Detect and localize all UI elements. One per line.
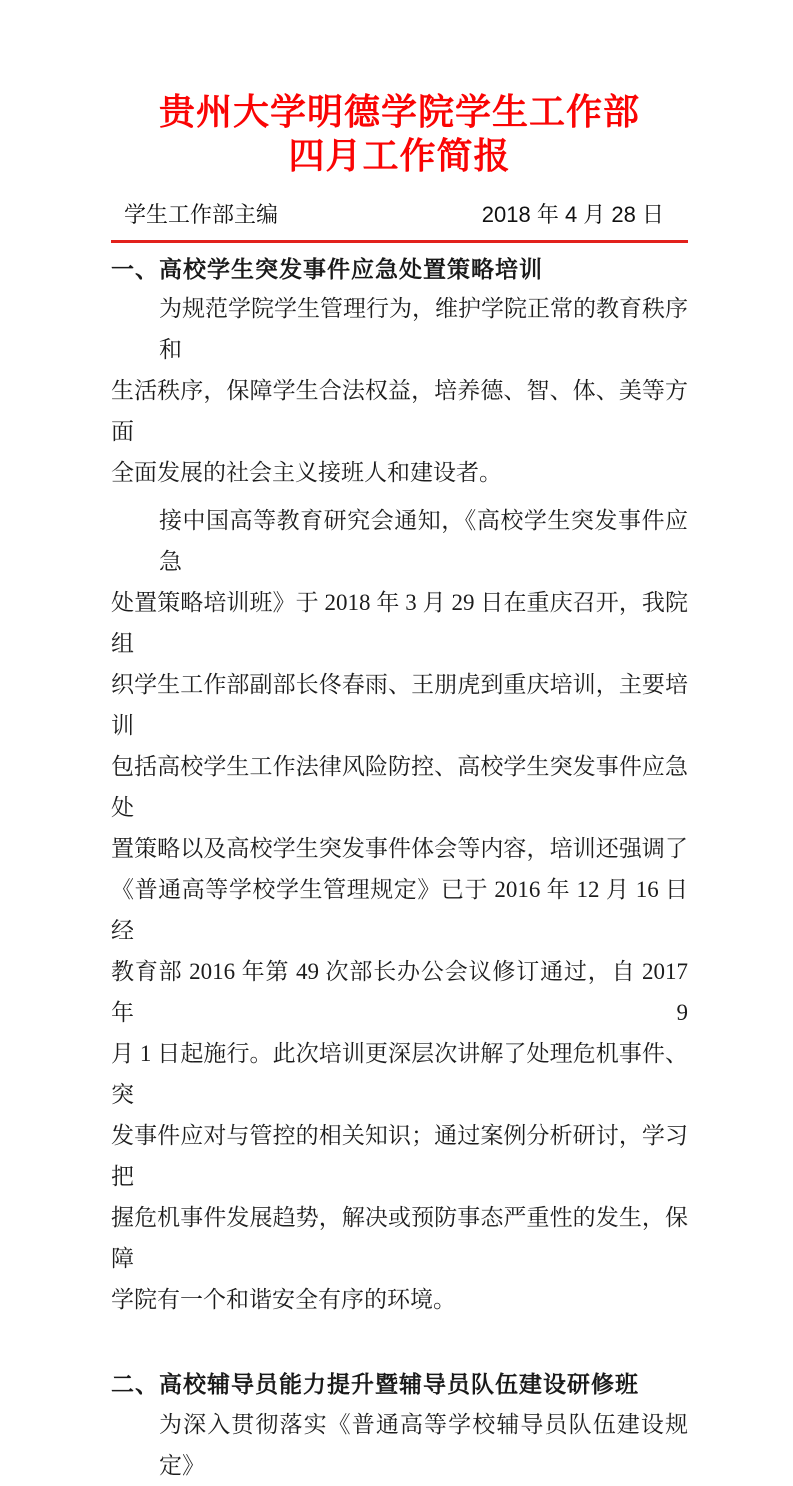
section-1-paragraph-1 (111, 288, 688, 493)
body-line: 发事件应对与管控的相关知识；通过案例分析研讨，学习把 (111, 1123, 688, 1189)
section-2-heading: 二、高校辅导员能力提升暨辅导员队伍建设研修班 (111, 1371, 639, 1397)
page-title (111, 90, 688, 178)
body-line: 织学生工作部副部长佟春雨、王朋虎到重庆培训，主要培训 (111, 672, 688, 738)
body-line: 教育部 2016 年第 49 次部长办公会议修订通过，自 2017 年 9 (111, 959, 688, 1025)
red-divider-line (111, 240, 688, 243)
body-line: 接中国高等教育研究会通知，《高校学生突发事件应急 (159, 508, 688, 574)
body-line: 处置策略培训班》于 2018 年 3 月 29 日在重庆召开，我院组 (111, 590, 688, 656)
page-content (111, 0, 688, 1486)
section-2-paragraph-1 (111, 1404, 688, 1486)
title-line-1: 贵州大学明德学院学生工作部 (158, 91, 640, 132)
report-date: 2018 年 4 月 28 日 (481, 202, 664, 227)
body-line: 《普通高等学校学生管理规定》已于 2016 年 12 月 16 日经 (111, 877, 688, 943)
editor-label: 学生工作部主编 (124, 202, 279, 227)
masthead-row (111, 200, 688, 230)
body-line: 生活秩序，保障学生合法权益，培养德、智、体、美等方面 (111, 378, 688, 444)
section-1-paragraph-2 (111, 500, 688, 1320)
body-line: 为深入贯彻落实《普通高等学校辅导员队伍建设规定》 (159, 1412, 688, 1478)
body-line: 月 1 日起施行。此次培训更深层次讲解了处理危机事件、突 (111, 1041, 688, 1107)
section-1-heading: 一、高校学生突发事件应急处置策略培训 (111, 256, 543, 282)
body-line: 全面发展的社会主义接班人和建设者。 (111, 460, 502, 485)
body-line: 握危机事件发展趋势，解决或预防事态严重性的发生，保障 (111, 1205, 688, 1271)
body-line: 学院有一个和谐安全有序的环境。 (111, 1287, 456, 1312)
body-line: 为规范学院学生管理行为，维护学院正常的教育秩序和 (159, 296, 688, 362)
title-line-2: 四月工作简报 (288, 135, 511, 176)
body-line: 包括高校学生工作法律风险防控、高校学生突发事件应急处 (111, 754, 688, 820)
body-line: 置策略以及高校学生突发事件体会等内容，培训还强调了 (111, 836, 688, 861)
